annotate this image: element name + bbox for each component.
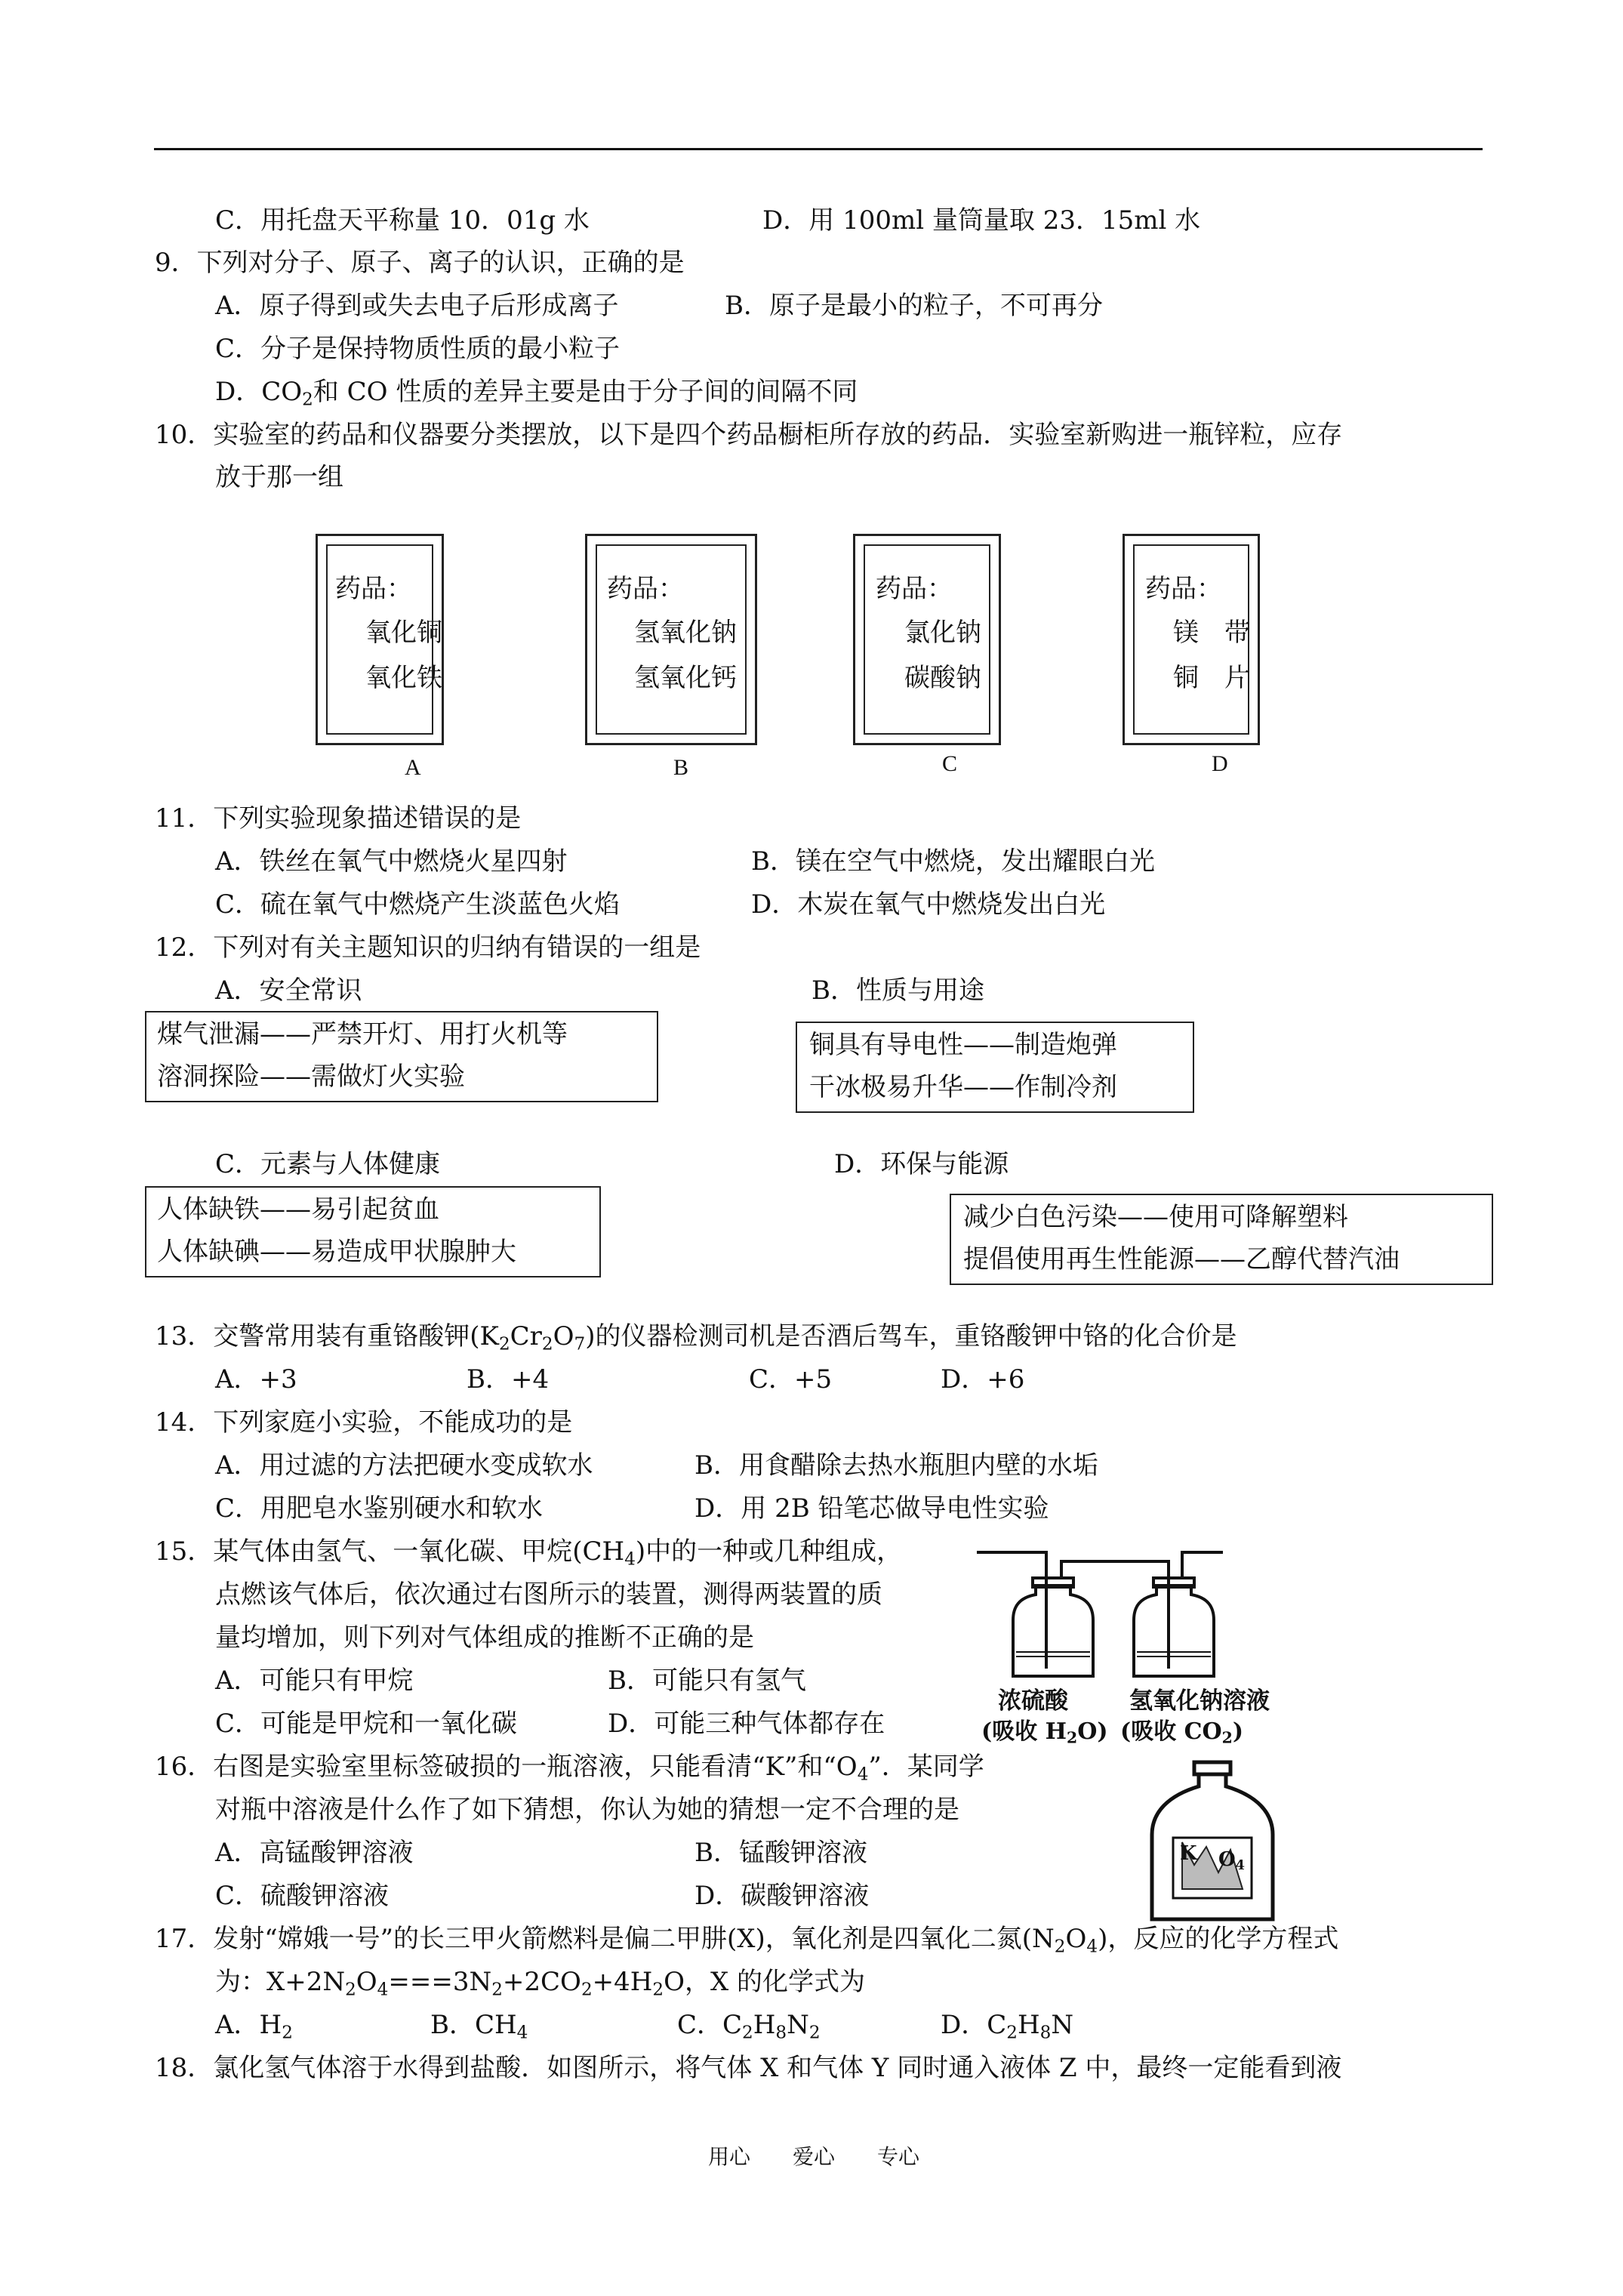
q11-option-b: B．镁在空气中燃烧，发出耀眼白光 [751, 846, 1155, 877]
q9-option-c: C．分子是保持物质性质的最小粒子 [215, 334, 621, 364]
q13-option-b: B．+4 [467, 1364, 550, 1395]
q12-b-title: B．性质与用途 [812, 975, 984, 1006]
q12-b-line1: 铜具有导电性——制造炮弹 [809, 1030, 1117, 1060]
q15-option-a: A．可能只有甲烷 [215, 1666, 414, 1696]
q11-stem: 11．下列实验现象描述错误的是 [155, 803, 522, 834]
q18-stem: 18．氯化氢气体溶于水得到盐酸．如图所示，将气体 X 和气体 Y 同时通入液体 Z 中，最终一定能看到液 [155, 2053, 1342, 2083]
q12-stem: 12．下列对有关主题知识的归纳有错误的一组是 [155, 932, 701, 963]
cabinet-d-item2: 铜 片 [1173, 663, 1250, 693]
q12-d-line2: 提倡使用再生性能源——乙醇代替汽油 [963, 1244, 1400, 1274]
reagent-bottle-icon [1146, 1759, 1279, 1924]
cabinet-d-label: D [1212, 751, 1228, 776]
cabinet-a-title: 药品： [335, 574, 412, 604]
q16-stem-line1: 16．右图是实验室里标签破损的一瓶溶液，只能看清“K”和“$O_4$”．某同学 [155, 1752, 984, 1785]
fig-label-absorb-co2: (吸收 $CO_2$) [1120, 1718, 1244, 1747]
q8-option-c: C．用托盘天平称量 10．01g 水 [215, 205, 590, 236]
q17-option-b: B．$CH_4$ [430, 2010, 528, 2043]
bottle-label-k: K [1180, 1842, 1197, 1865]
header-rule [154, 148, 1483, 150]
q15-option-d: D．可能三种气体都存在 [608, 1709, 885, 1739]
q14-option-b: B．用食醋除去热水瓶胆内壁的水垢 [694, 1450, 1098, 1481]
cabinet-c-title: 药品： [876, 574, 953, 604]
fig-label-absorb-h2o: (吸收 $H_2O$) [981, 1718, 1108, 1747]
q12-c-line1: 人体缺铁——易引起贫血 [157, 1194, 439, 1225]
q12-a-line2: 溶洞探险——需做灯火实验 [157, 1062, 465, 1092]
cabinet-d-title: 药品： [1145, 574, 1222, 604]
page-footer: 用心 爱心 专心 [708, 2144, 920, 2169]
q17-option-d: D．$C_2H_8N$ [941, 2010, 1074, 2043]
q9-stem: 9．下列对分子、原子、离子的认识，正确的是 [155, 248, 685, 278]
cabinet-c-item2: 碳酸钠 [904, 663, 981, 693]
q9-option-a: A．原子得到或失去电子后形成离子 [215, 291, 619, 321]
q17-stem-line2: 为：$X+2N_2O_4===3N_2+2CO_2+4H_2O$，X 的化学式为 [215, 1967, 866, 2000]
fig-label-conc-sulfuric-acid: 浓硫酸 [998, 1687, 1068, 1715]
q10-stem-line1: 10．实验室的药品和仪器要分类摆放，以下是四个药品橱柜所存放的药品．实验室新购进一瓶锌粒，应存 [155, 420, 1343, 450]
q14-option-c: C．用肥皂水鉴别硬水和软水 [215, 1493, 544, 1524]
cabinet-c-label: C [942, 751, 958, 776]
q12-a-title: A．安全常识 [215, 975, 362, 1006]
q9-option-b: B．原子是最小的粒子，不可再分 [725, 291, 1103, 321]
gas-washing-apparatus-figure [974, 1548, 1276, 1684]
q15-stem-line1: 15．某气体由氢气、一氧化碳、甲烷$(CH_4)$中的一种或几种组成， [155, 1536, 903, 1570]
q12-c-line2: 人体缺碘——易造成甲状腺肿大 [157, 1237, 516, 1267]
q12-a-line1: 煤气泄漏——严禁开灯、用打火机等 [157, 1019, 568, 1049]
q12-c-title: C．元素与人体健康 [215, 1149, 441, 1179]
q14-option-d: D．用 2B 铅笔芯做导电性实验 [694, 1493, 1049, 1524]
q13-option-a: A．+3 [215, 1364, 297, 1395]
q16-stem-line2: 对瓶中溶液是什么作了如下猜想，你认为她的猜想一定不合理的是 [215, 1795, 959, 1825]
q16-option-d: D．碳酸钾溶液 [694, 1881, 870, 1911]
q12-d-title: D．环保与能源 [834, 1149, 1009, 1179]
q15-stem-line3: 量均增加，则下列对气体组成的推断不正确的是 [215, 1623, 754, 1653]
cabinet-b-item1: 氢氧化钠 [634, 618, 737, 648]
cabinet-a-item1: 氧化铜 [365, 618, 442, 648]
cabinet-b-item2: 氢氧化钙 [634, 663, 737, 693]
cabinet-a-item2: 氧化铁 [365, 663, 442, 693]
q17-option-c: C．$C_2H_8N_2$ [677, 2010, 821, 2043]
q15-option-b: B．可能只有氢气 [608, 1666, 806, 1696]
cabinet-b-title: 药品： [607, 574, 684, 604]
q15-stem-line2: 点燃该气体后，依次通过右图所示的装置，测得两装置的质 [215, 1579, 882, 1610]
q17-stem-line1: 17．发射“嫦娥一号”的长三甲火箭燃料是偏二甲肼(X)，氧化剂是四氧化二氮$(N_2O_4)$，反应的化学方程式 [155, 1924, 1339, 1957]
q13-stem: 13．交警常用装有重铬酸钾$(K_2Cr_2O_7)$的仪器检测司机是否酒后驾车，重铬酸钾中铬的化合价是 [155, 1321, 1237, 1354]
q9-option-d: D．$CO_2$和 CO 性质的差异主要是由于分子间的间隔不同 [215, 377, 858, 410]
fig-label-naoh-solution: 氢氧化钠溶液 [1129, 1687, 1270, 1715]
cabinet-a-label: A [405, 755, 421, 780]
q11-option-c: C．硫在氧气中燃烧产生淡蓝色火焰 [215, 889, 621, 920]
q12-d-line1: 减少白色污染——使用可降解塑料 [963, 1202, 1348, 1232]
q13-option-d: D．+6 [941, 1364, 1025, 1395]
q11-option-a: A．铁丝在氧气中燃烧火星四射 [215, 846, 568, 877]
q10-stem-line2: 放于那一组 [215, 462, 343, 492]
q17-option-a: A．$H_2$ [215, 2010, 293, 2043]
q12-b-line2: 干冰极易升华——作制冷剂 [809, 1072, 1117, 1102]
q16-option-a: A．高锰酸钾溶液 [215, 1838, 414, 1868]
q13-option-c: C．+5 [749, 1364, 833, 1395]
cabinet-c-item1: 氯化钠 [904, 618, 981, 648]
cabinet-b-label: B [673, 755, 689, 780]
bottle-label-o4: $O_4$ [1218, 1848, 1245, 1873]
q16-option-c: C．硫酸钾溶液 [215, 1881, 390, 1911]
q15-option-c: C．可能是甲烷和一氧化碳 [215, 1709, 518, 1739]
q14-option-a: A．用过滤的方法把硬水变成软水 [215, 1450, 593, 1481]
cabinet-d-item1: 镁 带 [1173, 618, 1250, 648]
q16-option-b: B．锰酸钾溶液 [694, 1838, 867, 1868]
q8-option-d: D．用 100ml 量筒量取 23．15ml 水 [762, 205, 1201, 236]
q11-option-d: D．木炭在氧气中燃烧发出白光 [751, 889, 1106, 920]
q14-stem: 14．下列家庭小实验，不能成功的是 [155, 1407, 573, 1438]
